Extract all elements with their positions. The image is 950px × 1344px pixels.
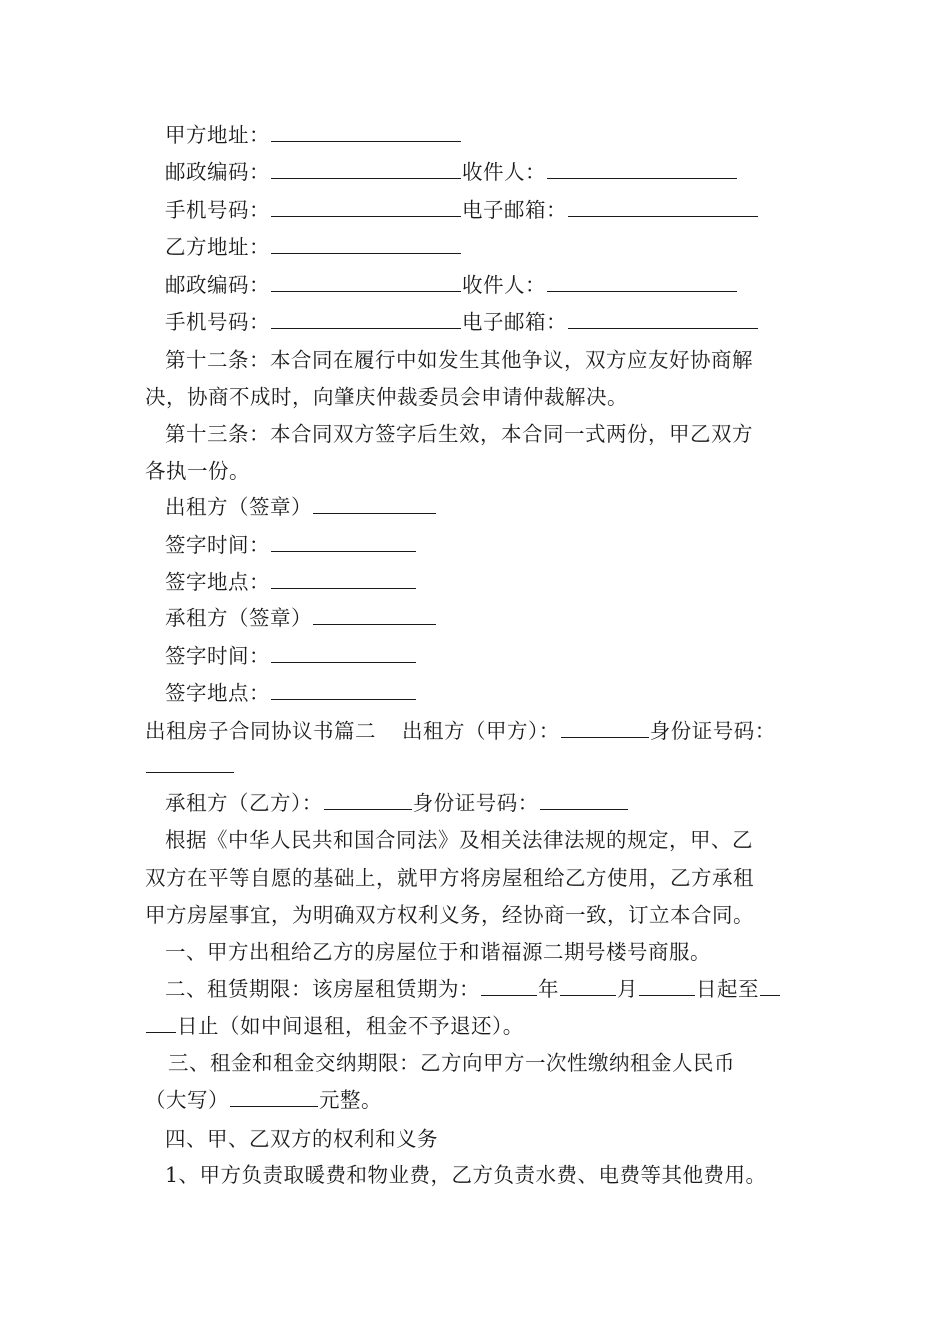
lessor-sign-time-line (165, 532, 845, 558)
lease-end-blank-b[interactable] (146, 1014, 176, 1033)
lessor-signature-label: 出租方（签章） (165, 495, 312, 519)
lessee-sign-place-blank[interactable] (271, 681, 416, 700)
party-a-postcode-blank[interactable] (271, 160, 461, 179)
lessee-signature-blank[interactable] (313, 606, 436, 625)
party-b-recipient-blank[interactable] (547, 273, 737, 292)
contract2-lessor-name-blank[interactable] (561, 719, 649, 738)
lessor-sign-place-label: 签字地点： (165, 570, 270, 594)
lessor-signature-blank[interactable] (313, 495, 436, 514)
article12-line2: 决，协商不成时，向肇庆仲裁委员会申请仲裁解决。 (145, 385, 628, 409)
party-a-address-label: 甲方地址： (165, 123, 270, 147)
party-a-email-label: 电子邮箱： (462, 198, 567, 222)
party-b-phone-blank[interactable] (271, 310, 461, 329)
lessor-sign-time-blank[interactable] (271, 533, 416, 552)
party-b-address-line (165, 234, 845, 260)
contract2-heading: 出租房子合同协议书篇二 (145, 719, 376, 743)
party-a-address-line (165, 122, 845, 148)
contract2-clause1: 一、甲方出租给乙方的房屋位于和谐福源二期号楼号商服。 (165, 940, 711, 964)
party-b-phone-line (165, 309, 845, 335)
party-b-recipient-label: 收件人： (462, 273, 546, 297)
clause2-suffix: 日止（如中间退租，租金不予退还）。 (177, 1014, 524, 1038)
contract2-lessor-party-label: 出租方（甲方）： (402, 719, 560, 743)
article13-line1: 第十三条：本合同双方签字后生效，本合同一式两份，甲乙双方 (165, 422, 753, 446)
party-b-postcode-line (165, 272, 845, 298)
contract2-heading-line (145, 718, 825, 744)
lessee-signature-label: 承租方（签章） (165, 606, 312, 630)
article13-line2: 各执一份。 (145, 459, 250, 483)
lease-end-blank-a[interactable] (760, 977, 780, 996)
lessee-sign-time-blank[interactable] (271, 644, 416, 663)
lessor-sign-time-label: 签字时间： (165, 533, 270, 557)
party-b-email-blank[interactable] (568, 310, 758, 329)
lessee-sign-time-label: 签字时间： (165, 644, 270, 668)
article12-line1: 第十二条：本合同在履行中如发生其他争议，双方应友好协商解 (165, 348, 753, 372)
lessor-signature-line (165, 494, 845, 520)
party-b-address-label: 乙方地址： (165, 235, 270, 259)
contract2-lessee-name-blank[interactable] (324, 791, 412, 810)
contract2-clause2-line1 (165, 976, 845, 1002)
party-a-phone-blank[interactable] (271, 198, 461, 217)
contract2-basis-line3: 甲方房屋事宜，为明确双方权利义务，经协商一致，订立本合同。 (145, 903, 754, 927)
party-b-postcode-label: 邮政编码： (165, 273, 270, 297)
contract2-clause4: 四、甲、乙双方的权利和义务 (165, 1127, 438, 1151)
contract2-lessee-id-label: 身份证号码： (412, 791, 539, 815)
party-a-recipient-blank[interactable] (547, 160, 737, 179)
contract2-lessor-id-label: 身份证号码： (649, 719, 776, 743)
contract2-clause3-line1: 三、租金和租金交纳期限：乙方向甲方一次性缴纳租金人民币 (168, 1051, 735, 1075)
lessee-sign-place-label: 签字地点： (165, 681, 270, 705)
clause3-prefix: （大写） (145, 1088, 229, 1112)
contract2-clause2-line2 (145, 1013, 825, 1039)
lessor-sign-place-line (165, 569, 845, 595)
contract2-basis-line2: 双方在平等自愿的基础上，就甲方将房屋租给乙方使用，乙方承租 (145, 866, 754, 890)
party-a-email-blank[interactable] (568, 198, 758, 217)
contract2-lessor-id-blank[interactable] (146, 754, 234, 773)
lessee-sign-place-line (165, 680, 845, 706)
party-a-postcode-label: 邮政编码： (165, 160, 270, 184)
lessee-sign-time-line (165, 643, 845, 669)
clause3-suffix: 元整。 (319, 1088, 382, 1112)
party-b-postcode-blank[interactable] (271, 273, 461, 292)
contract2-basis-line1: 根据《中华人民共和国合同法》及相关法律法规的规定，甲、乙 (165, 828, 753, 852)
party-a-phone-label: 手机号码： (165, 198, 270, 222)
contract2-clause4-item1: 1、甲方负责取暖费和物业费，乙方负责水费、电费等其他费用。 (165, 1163, 767, 1187)
party-a-postcode-line (165, 159, 845, 185)
rent-amount-blank[interactable] (230, 1088, 318, 1107)
clause2-prefix: 二、租赁期限：该房屋租赁期为： (165, 977, 480, 1001)
party-b-email-label: 电子邮箱： (462, 310, 567, 334)
clause2-month: 月 (617, 977, 638, 1001)
contract2-lessee-party-label: 承租方（乙方）： (165, 791, 323, 815)
lease-start-year-blank[interactable] (481, 977, 537, 996)
clause2-year: 年 (538, 977, 559, 1001)
contract2-lessor-id-line (145, 753, 825, 779)
party-a-phone-line (165, 197, 845, 223)
lease-start-month-blank[interactable] (560, 977, 616, 996)
contract2-clause3-line2 (145, 1087, 825, 1113)
lessee-signature-line (165, 605, 845, 631)
contract2-lessee-id-blank[interactable] (540, 791, 628, 810)
lessor-sign-place-blank[interactable] (271, 570, 416, 589)
party-a-address-blank[interactable] (271, 123, 461, 142)
party-b-address-blank[interactable] (271, 235, 461, 254)
party-a-recipient-label: 收件人： (462, 160, 546, 184)
party-b-phone-label: 手机号码： (165, 310, 270, 334)
contract2-lessee-line (165, 790, 845, 816)
clause2-day-from: 日起至 (696, 977, 759, 1001)
lease-start-day-blank[interactable] (639, 977, 695, 996)
